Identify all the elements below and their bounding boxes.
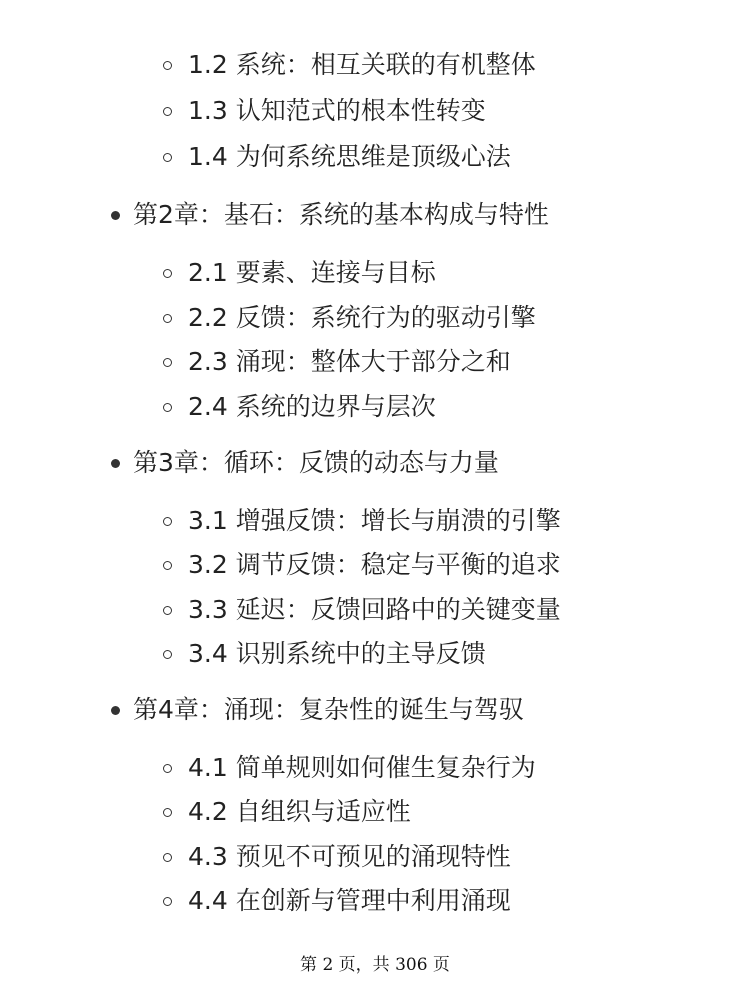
toc-item: 1.4 为何系统思维是顶级心法 bbox=[188, 140, 511, 174]
toc-item: 2.4 系统的边界与层次 bbox=[188, 390, 436, 424]
toc-item: 3.4 识别系统中的主导反馈 bbox=[188, 637, 486, 671]
toc-chapter: 第2章：基石：系统的基本构成与特性 bbox=[133, 198, 549, 232]
toc-item: 4.4 在创新与管理中利用涌现 bbox=[188, 884, 511, 918]
toc-item: 2.3 涌现：整体大于部分之和 bbox=[188, 345, 511, 379]
page-number: 第 2 页，共 306 页 bbox=[300, 955, 450, 975]
toc-chapter: 第3章：循环：反馈的动态与力量 bbox=[133, 446, 499, 480]
toc-chapter: 第4章：涌现：复杂性的诞生与驾驭 bbox=[133, 693, 524, 727]
toc-item: 3.1 增强反馈：增长与崩溃的引擎 bbox=[188, 504, 561, 538]
toc-item: 3.2 调节反馈：稳定与平衡的追求 bbox=[188, 548, 561, 582]
toc-item: 4.1 简单规则如何催生复杂行为 bbox=[188, 751, 536, 785]
toc-item: 2.1 要素、连接与目标 bbox=[188, 256, 436, 290]
toc-item: 1.2 系统：相互关联的有机整体 bbox=[188, 48, 536, 82]
toc-item: 4.2 自组织与适应性 bbox=[188, 795, 411, 829]
toc-item: 2.2 反馈：系统行为的驱动引擎 bbox=[188, 301, 536, 335]
toc-item: 1.3 认知范式的根本性转变 bbox=[188, 94, 486, 128]
toc-item: 3.3 延迟：反馈回路中的关键变量 bbox=[188, 593, 561, 627]
toc-item: 4.3 预见不可预见的涌现特性 bbox=[188, 840, 511, 874]
